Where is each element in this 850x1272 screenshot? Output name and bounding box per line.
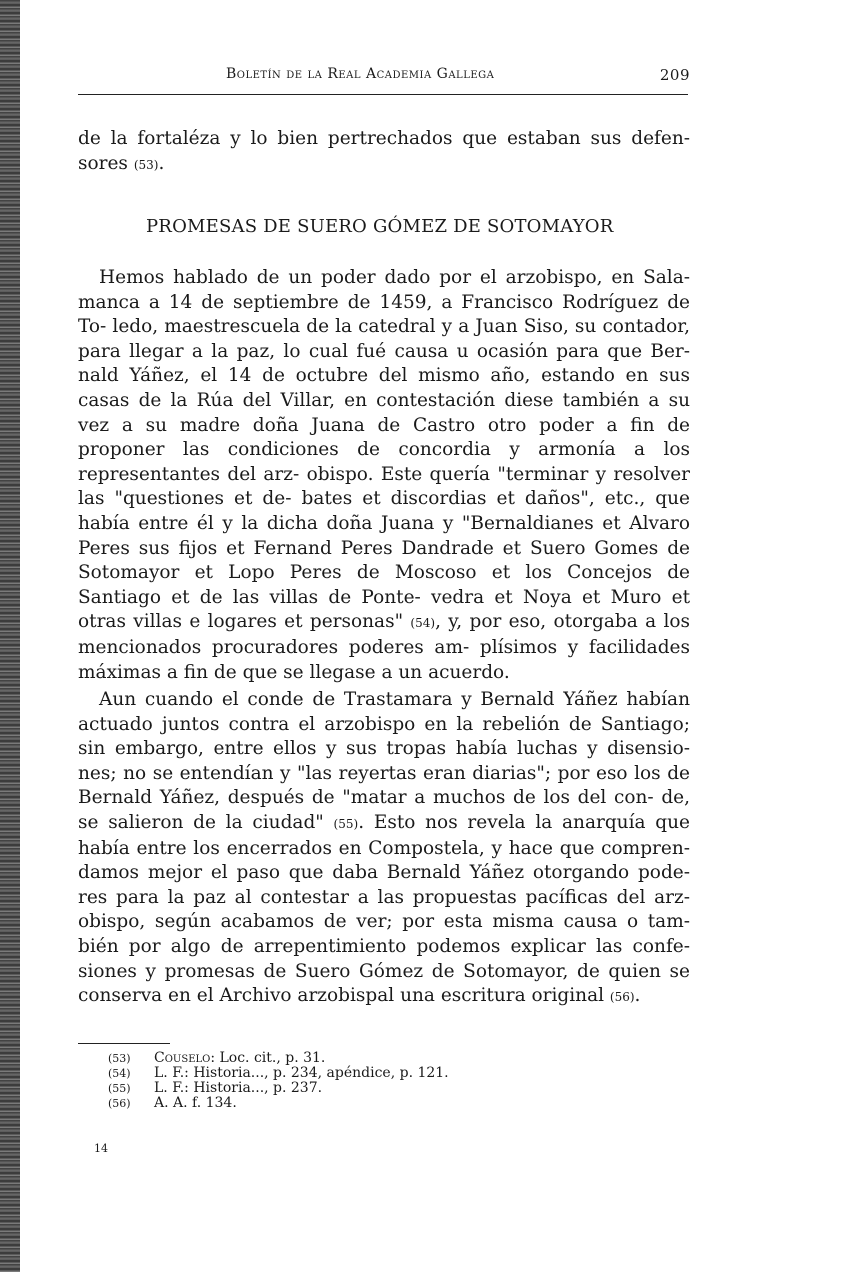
text-line: su madre doña Juana de Castro otro poder a fin de proponer las xyxy=(78,414,691,461)
scanned-page-edge xyxy=(0,0,20,1272)
footnote-number: (54) xyxy=(108,1067,131,1080)
footnote-text: : Loc. cit., p. 31. xyxy=(210,1050,326,1066)
text-line: manca a 14 de septiembre de 1459, a Francisco Rodríguez de To- xyxy=(78,291,690,338)
text-line: , xyxy=(435,611,441,633)
footnote-text: L. F.: Historia..., p. 234, apéndice, p. 121. xyxy=(154,1065,449,1081)
text-line: damos mejor el paso que daba Bernald Yáñez otorgando pode- xyxy=(78,862,690,884)
footnote-number: (53) xyxy=(108,1052,131,1065)
text-line: nald Yáñez, el 14 de octubre del mismo año, estando en sus casas xyxy=(78,365,690,411)
section-heading: PROMESAS DE SUERO GÓMEZ DE SOTOMAYOR xyxy=(146,216,614,237)
text-line: Peres Dandrade et Suero Gomes de Sotomayor et Lopo Peres de xyxy=(78,537,690,584)
text-line: Hemos hablado de un poder dado por el arzobispo, en Sala- xyxy=(99,267,690,288)
text-line: . Esto nos revela la anarquía que xyxy=(358,811,690,833)
text-line: de la fortaléza y lo bien pertrechados que estaban sus defen- xyxy=(78,128,690,149)
text-line: condiciones de concordia y armonía a los representantes del arz- xyxy=(78,439,690,485)
text-line: de, se salieron de la ciudad" xyxy=(78,787,690,833)
text-line: . xyxy=(158,152,165,174)
text-line: vedra et Noya et Muro et otras villas e logares et personas" xyxy=(78,586,691,633)
footnote xyxy=(108,1081,449,1096)
footnote-text: A. A. f. 134. xyxy=(154,1095,237,1111)
text-line: Moscoso et los Concejos de Santiago et de las villas de Ponte- xyxy=(78,562,690,608)
header-rule xyxy=(78,94,688,95)
text-line: sores xyxy=(78,152,134,174)
text-line: de la Rúa del Villar, en contestación diese también a su vez a xyxy=(78,389,691,436)
text-line: obispo. Este quería "terminar y resolver las "questiones et de- xyxy=(78,463,690,510)
text-line: sin embargo, entre ellos y sus tropas había luchas y disensio- xyxy=(78,738,690,760)
footnote-ref-56: (56) xyxy=(609,990,635,1005)
footnote-number: (56) xyxy=(108,1097,131,1110)
footnotes xyxy=(108,1051,449,1111)
text-line: había entre los encerrados en Compostela, y hace que compren- xyxy=(78,837,690,859)
text-line: bién por algo de arrepentimiento podemos explicar las confe- xyxy=(78,935,690,957)
footnote xyxy=(108,1066,449,1081)
text-line: ledo, maestrescuela de la catedral y a Juan Siso, su contador, xyxy=(112,316,690,338)
footnote-author: Couselo xyxy=(154,1050,211,1066)
text-line: y, por eso, otorgaba a los mencionados procuradores poderes am- xyxy=(78,611,690,658)
footnote-ref-55: (55) xyxy=(333,816,359,831)
text-line: plísimos y facilidades máximas a fin de que se llegase a un xyxy=(78,636,690,683)
footnote-text: L. F.: Historia..., p. 237. xyxy=(154,1080,323,1096)
footnote-ref-53: (53) xyxy=(133,157,159,172)
text-line: . xyxy=(634,985,641,1007)
paragraph-poder xyxy=(78,266,690,685)
text-line: Aun cuando el conde de Trastamara y Bernald Yáñez habían xyxy=(99,689,690,710)
text-line: obispo, según acabamos de ver; por esta misma causa o tam- xyxy=(78,911,690,933)
footnote-number: (55) xyxy=(108,1082,131,1095)
footnote-rule xyxy=(78,1043,170,1044)
footnote xyxy=(108,1096,449,1111)
text-line: res para la paz al contestar a las propuestas pacíficas del arz- xyxy=(78,886,690,908)
paragraph-conde xyxy=(78,688,690,1010)
text-line: conserva en el Archivo arzobispal una escritura original xyxy=(78,985,610,1007)
page-number: 209 xyxy=(659,66,690,84)
text-line: nes; no se entendían y "las reyertas eran diarias"; por eso los xyxy=(78,762,661,784)
text-line: acuerdo. xyxy=(428,661,510,683)
paragraph-intro xyxy=(78,127,690,177)
text-line: actuado juntos contra el arzobispo en la rebelión de Santiago; xyxy=(78,713,690,735)
footnote-ref-54: (54) xyxy=(410,616,436,631)
running-header xyxy=(78,62,690,84)
text-line: para llegar a la paz, lo cual fué causa u ocasión para que Ber- xyxy=(78,340,690,362)
text-line: bates et discordias et daños", etc., que había entre él y la dicha xyxy=(78,488,690,534)
text-line: de Bernald Yáñez, después de "matar a muchos de los del con- xyxy=(78,762,690,809)
text-line: siones y promesas de Suero Gómez de Sotomayor, de quien se xyxy=(78,960,690,982)
journal-title: Boletín de la Real Academia Gallega xyxy=(226,66,495,82)
text-line: doña Juana y "Bernaldianes et Alvaro Peres sus fijos et Fernand xyxy=(78,512,690,559)
footnote xyxy=(108,1051,449,1066)
signature-mark: 14 xyxy=(94,1142,108,1155)
document-page xyxy=(78,0,690,1272)
